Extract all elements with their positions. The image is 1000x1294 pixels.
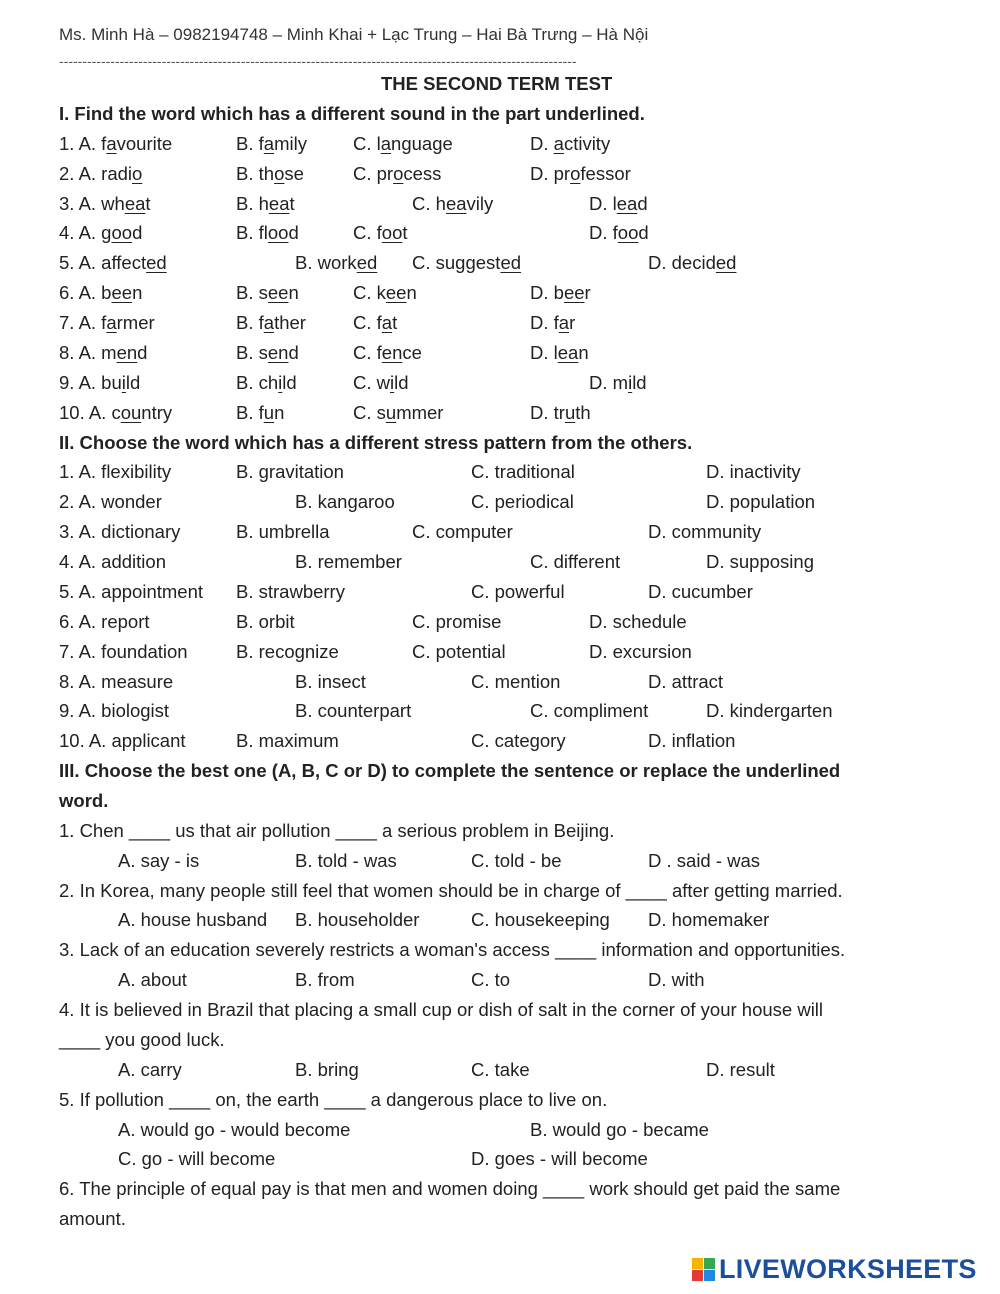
answer-option[interactable] (295, 551, 402, 573)
underlined-part: ee (563, 282, 585, 303)
question-text: 1. Chen ____ us that air pollution ____ a serious problem in Beijing. (59, 820, 615, 841)
option-text: ld (632, 372, 647, 393)
option-text: A. report (78, 611, 150, 632)
answer-option[interactable] (295, 671, 366, 693)
underlined-part: ed (356, 252, 378, 273)
option-text: A. m (78, 342, 117, 363)
option-text: ld (125, 372, 141, 393)
option-text: A. f (78, 312, 107, 333)
question-number: 5. (59, 252, 75, 273)
liveworksheets-logo (692, 1254, 977, 1285)
answer-option[interactable] (530, 133, 610, 155)
answer-option[interactable] (59, 730, 186, 752)
underlined-part: ou (120, 402, 142, 423)
question-text: 5. If pollution ____ on, the earth ____ a dangerous place to live on. (59, 1089, 608, 1110)
answer-option[interactable] (59, 282, 142, 304)
answer-option[interactable] (236, 222, 299, 244)
question-number: 8. (59, 671, 75, 692)
option-text: mily (274, 133, 307, 154)
answer-option[interactable]: C. to (471, 969, 511, 990)
answer-option[interactable] (530, 342, 589, 364)
option-text: D. b (530, 282, 564, 303)
answer-option[interactable]: A. say - is (118, 850, 200, 871)
question-number: 1. (59, 133, 75, 154)
option-text: D. (530, 133, 554, 154)
question-text: 2. In Korea, many people still feel that women should be in charge of ____ after getting married. (59, 880, 843, 901)
option-text: D. inactivity (706, 461, 801, 482)
answer-option[interactable] (59, 402, 172, 424)
answer-option[interactable] (353, 222, 408, 244)
underlined-part: a (381, 312, 393, 333)
answer-option[interactable] (589, 193, 648, 215)
answer-option[interactable] (59, 700, 169, 722)
question-text: 6. The principle of equal pay is that men and women doing ____ work should get paid the same (59, 1178, 841, 1199)
option-text: C. f (353, 342, 382, 363)
option-text: D. attract (648, 671, 724, 692)
answer-option[interactable] (471, 730, 566, 752)
option-text: A. appointment (78, 581, 204, 602)
option-text: se (284, 163, 304, 184)
option-text: B. counterpart (295, 700, 412, 721)
underlined-part: en (116, 342, 138, 363)
question-number: 3. (59, 193, 75, 214)
answer-option[interactable] (236, 730, 339, 752)
option-text: D. population (706, 491, 816, 512)
option-text: ld (282, 372, 297, 393)
option-text: B. orbit (236, 611, 295, 632)
option-text: C. different (530, 551, 621, 572)
answer-option[interactable] (353, 312, 397, 334)
question-number: 1. (59, 461, 75, 482)
underlined-part: a (263, 312, 275, 333)
section-1-heading: I. Find the word which has a different sound in the part underlined. (59, 103, 645, 124)
answer-option[interactable] (59, 342, 147, 364)
question-number: 3. (59, 521, 75, 542)
answer-option[interactable] (353, 342, 422, 364)
option-text: C. mention (471, 671, 561, 692)
answer-option[interactable] (236, 461, 344, 483)
answer-option[interactable] (59, 581, 203, 603)
answer-option[interactable]: B. from (295, 969, 355, 990)
logo-icon (692, 1258, 715, 1281)
option-text: ce (402, 342, 422, 363)
option-text: B. fl (236, 222, 268, 243)
option-text: n (406, 282, 417, 303)
option-text: D. community (648, 521, 762, 542)
answer-option[interactable]: D . said - was (648, 850, 761, 871)
option-text: B. umbrella (236, 521, 330, 542)
question-number: 10. (59, 402, 85, 423)
option-text: mmer (396, 402, 444, 423)
option-text: cess (403, 163, 442, 184)
underlined-part: ea (557, 342, 579, 363)
answer-option[interactable] (648, 581, 753, 603)
option-text: A. g (78, 222, 112, 243)
question-number: 4. (59, 222, 75, 243)
underlined-part: a (106, 133, 117, 154)
option-text: D. pr (530, 163, 571, 184)
option-text: n (578, 342, 589, 363)
question-text: 3. Lack of an education severely restricts a woman's access ____ information and opportunities. (59, 939, 846, 960)
option-text: A. f (78, 133, 107, 154)
answer-option[interactable] (412, 641, 506, 663)
option-text: B. ch (236, 372, 279, 393)
option-text: C. l (353, 133, 381, 154)
option-text: B. th (236, 163, 275, 184)
answer-option[interactable]: D. homemaker (648, 909, 770, 930)
option-text: ntry (141, 402, 173, 423)
answer-option[interactable]: C. told - be (471, 850, 562, 871)
answer-option[interactable] (59, 252, 167, 274)
answer-option[interactable]: D. goes - will become (471, 1148, 648, 1169)
answer-option[interactable] (59, 521, 180, 543)
option-text: B. maximum (236, 730, 339, 751)
answer-option[interactable]: B. householder (295, 909, 420, 930)
answer-option[interactable] (236, 163, 304, 185)
option-text: d (132, 222, 143, 243)
option-text: D. kindergarten (706, 700, 833, 721)
answer-option[interactable] (706, 491, 815, 513)
answer-option[interactable]: A. about (118, 969, 187, 990)
option-text: D. decid (648, 252, 716, 273)
answer-option[interactable] (59, 222, 142, 244)
option-text: d (638, 222, 649, 243)
option-text: rmer (116, 312, 155, 333)
underlined-part: u (263, 402, 275, 423)
answer-option[interactable] (59, 671, 173, 693)
answer-option[interactable] (236, 193, 295, 215)
option-text: d (137, 342, 148, 363)
answer-option[interactable] (59, 312, 155, 334)
answer-option[interactable] (412, 521, 513, 543)
option-text: A. flexibility (78, 461, 172, 482)
question-number: 4. (59, 551, 75, 572)
option-text: D. l (589, 193, 617, 214)
option-text: C. powerful (471, 581, 565, 602)
option-text: B. f (236, 133, 264, 154)
underlined-part: o (393, 163, 404, 184)
answer-option[interactable] (706, 461, 801, 483)
option-text: C. periodical (471, 491, 574, 512)
underlined-part: i (121, 372, 126, 393)
option-text: C. traditional (471, 461, 575, 482)
answer-option[interactable] (59, 611, 150, 633)
test-title: THE SECOND TERM TEST (381, 73, 613, 94)
option-text: A. b (78, 282, 112, 303)
answer-option[interactable] (706, 700, 832, 722)
option-text: C. k (353, 282, 386, 303)
underlined-part: ee (111, 282, 133, 303)
option-text: B. recognize (236, 641, 339, 662)
option-text: A. radi (78, 163, 133, 184)
option-text: C. category (471, 730, 566, 751)
underlined-part: a (553, 133, 564, 154)
option-text: fessor (580, 163, 631, 184)
answer-option[interactable] (530, 551, 620, 573)
option-text: B. strawberry (236, 581, 345, 602)
question-number: 10. (59, 730, 85, 751)
option-text: r (569, 312, 576, 333)
option-text: ther (274, 312, 306, 333)
answer-option[interactable] (59, 491, 162, 513)
answer-option[interactable] (59, 133, 172, 155)
answer-option[interactable] (412, 252, 521, 274)
answer-option[interactable] (236, 312, 306, 334)
underlined-part: i (278, 372, 283, 393)
option-text: d (288, 342, 299, 363)
option-text: D. f (589, 222, 618, 243)
question-text: 4. It is believed in Brazil that placing a small cup or dish of salt in the corner of your house will (59, 999, 824, 1020)
option-text: d (637, 193, 648, 214)
answer-option[interactable] (353, 372, 409, 394)
answer-option[interactable]: A. house husband (118, 909, 268, 930)
question-number: 2. (59, 491, 75, 512)
question-number: 6. (59, 611, 75, 632)
question-number: 7. (59, 312, 75, 333)
option-text: D. tr (530, 402, 565, 423)
option-text: D. f (530, 312, 559, 333)
option-text: vily (466, 193, 494, 214)
answer-option[interactable] (236, 641, 339, 663)
question-number: 8. (59, 342, 75, 363)
answer-option[interactable]: B. would go - became (530, 1119, 709, 1140)
section-3-heading: word. (59, 790, 109, 811)
option-text: D. supposing (706, 551, 814, 572)
option-text: t (289, 193, 295, 214)
underlined-part: o (570, 163, 581, 184)
answer-option[interactable] (59, 372, 140, 394)
option-text: B. insect (295, 671, 366, 692)
option-text: C. s (353, 402, 386, 423)
answer-option[interactable] (59, 163, 142, 185)
option-text: C. pr (353, 163, 394, 184)
answer-option[interactable] (59, 551, 166, 573)
option-text: C. promise (412, 611, 502, 632)
answer-option[interactable] (589, 611, 687, 633)
option-text: A. wh (78, 193, 125, 214)
question-number: 7. (59, 641, 75, 662)
answer-option[interactable] (236, 611, 295, 633)
answer-option[interactable] (589, 641, 692, 663)
underlined-part: u (385, 402, 397, 423)
option-text: B. gravitation (236, 461, 344, 482)
option-text: t (392, 312, 398, 333)
section-2-heading: II. Choose the word which has a different stress pattern from the others. (59, 432, 693, 453)
question-number: 2. (59, 163, 75, 184)
answer-option[interactable] (295, 491, 395, 513)
option-text: D. m (589, 372, 629, 393)
answer-option[interactable] (236, 581, 345, 603)
answer-option[interactable] (412, 193, 493, 215)
underlined-part: oo (381, 222, 403, 243)
underlined-part: o (132, 163, 143, 184)
option-text: A. measure (78, 671, 174, 692)
answer-option[interactable] (706, 551, 814, 573)
answer-option[interactable] (295, 700, 411, 722)
option-text: B. s (236, 282, 268, 303)
option-text: n (274, 402, 285, 423)
option-text: C. compliment (530, 700, 649, 721)
question-number: 5. (59, 581, 75, 602)
underlined-part: ed (500, 252, 522, 273)
option-text: B. work (295, 252, 357, 273)
answer-option[interactable] (471, 671, 560, 693)
option-text: C. f (353, 312, 382, 333)
answer-option[interactable]: D. with (648, 969, 705, 990)
answer-option[interactable] (530, 163, 631, 185)
answer-option[interactable] (236, 282, 299, 304)
option-text: th (575, 402, 591, 423)
underlined-part: a (263, 133, 275, 154)
answer-option[interactable] (236, 372, 297, 394)
answer-option[interactable]: A. would go - would become (118, 1119, 351, 1140)
option-text: vourite (116, 133, 173, 154)
option-text: nguage (391, 133, 453, 154)
answer-option[interactable] (648, 730, 735, 752)
option-text: t (402, 222, 408, 243)
underlined-part: ee (385, 282, 407, 303)
option-text: A. foundation (78, 641, 188, 662)
answer-option[interactable] (295, 252, 377, 274)
option-text: ld (394, 372, 409, 393)
option-text: t (145, 193, 151, 214)
answer-option[interactable] (648, 671, 723, 693)
option-text: A. dictionary (78, 521, 181, 542)
answer-option[interactable] (589, 222, 649, 244)
option-text: B. s (236, 342, 268, 363)
answer-option[interactable] (471, 461, 575, 483)
answer-option[interactable] (412, 611, 501, 633)
answer-option[interactable]: B. bring (295, 1059, 359, 1080)
option-text: B. kangaroo (295, 491, 395, 512)
underlined-part: i (390, 372, 395, 393)
question-text: ____ you good luck. (59, 1029, 225, 1050)
answer-option[interactable] (236, 402, 284, 424)
option-text: D. excursion (589, 641, 692, 662)
option-text: B. f (236, 312, 264, 333)
section-3-heading: III. Choose the best one (A, B, C or D) to complete the sentence or replace the underlined (59, 760, 841, 781)
underlined-part: ea (616, 193, 638, 214)
option-text: A. applicant (88, 730, 186, 751)
underlined-part: i (628, 372, 633, 393)
underlined-part: a (558, 312, 570, 333)
question-number: 6. (59, 282, 75, 303)
answer-option[interactable]: A. carry (118, 1059, 182, 1080)
underlined-part: o (274, 163, 285, 184)
option-text: n (132, 282, 143, 303)
answer-option[interactable] (530, 282, 591, 304)
option-text: B. remember (295, 551, 402, 572)
option-text: D. inflation (648, 730, 736, 751)
underlined-part: ea (124, 193, 146, 214)
question-number: 9. (59, 700, 75, 721)
option-text: B. f (236, 402, 264, 423)
option-text: D. cucumber (648, 581, 753, 602)
answer-option[interactable] (530, 312, 575, 334)
divider: --------------------------------------------------------------------------------------------------------------- (59, 53, 577, 69)
underlined-part: a (380, 133, 392, 154)
option-text: A. addition (78, 551, 166, 572)
underlined-part: ea (445, 193, 467, 214)
answer-option[interactable]: C. take (471, 1059, 530, 1080)
underlined-part: ea (268, 193, 290, 214)
answer-option[interactable] (353, 282, 417, 304)
underlined-part: en (267, 342, 289, 363)
option-text: A. bu (78, 372, 122, 393)
option-text: ctivity (563, 133, 611, 154)
underlined-part: en (381, 342, 403, 363)
answer-option[interactable] (353, 133, 453, 155)
answer-option[interactable] (59, 193, 151, 215)
answer-option[interactable]: C. go - will become (118, 1148, 276, 1169)
option-text: r (584, 282, 591, 303)
option-text: D. l (530, 342, 558, 363)
option-text: B. h (236, 193, 269, 214)
option-text: d (288, 222, 299, 243)
answer-option[interactable]: C. housekeeping (471, 909, 610, 930)
answer-option[interactable]: D. result (706, 1059, 775, 1080)
option-text: C. potential (412, 641, 506, 662)
underlined-part: ed (715, 252, 737, 273)
underlined-part: ed (146, 252, 167, 273)
answer-option[interactable] (59, 461, 171, 483)
option-text: A. wonder (78, 491, 162, 512)
underlined-part: a (106, 312, 117, 333)
answer-option[interactable] (648, 252, 736, 274)
option-text: A. biologist (78, 700, 170, 721)
answer-option[interactable]: B. told - was (295, 850, 397, 871)
option-text: D. schedule (589, 611, 687, 632)
underlined-part: u (564, 402, 576, 423)
answer-option[interactable] (59, 641, 188, 663)
answer-option[interactable] (471, 581, 565, 603)
option-text: A. c (88, 402, 121, 423)
answer-option[interactable] (648, 521, 761, 543)
answer-option[interactable] (353, 402, 443, 424)
underlined-part: ee (267, 282, 289, 303)
logo-text: LIVEWORKSHEETS (719, 1254, 977, 1284)
answer-option[interactable] (236, 521, 330, 543)
underlined-part: oo (267, 222, 289, 243)
underlined-part: oo (617, 222, 639, 243)
option-text: n (288, 282, 299, 303)
question-text: amount. (59, 1208, 126, 1229)
answer-option[interactable] (589, 372, 647, 394)
question-number: 9. (59, 372, 75, 393)
option-text: C. suggest (412, 252, 501, 273)
answer-option[interactable] (236, 342, 299, 364)
answer-option[interactable] (530, 402, 591, 424)
option-text: C. computer (412, 521, 513, 542)
answer-option[interactable] (353, 163, 441, 185)
answer-option[interactable] (530, 700, 648, 722)
option-text: C. h (412, 193, 446, 214)
underlined-part: oo (111, 222, 133, 243)
option-text: C. w (353, 372, 390, 393)
answer-option[interactable] (471, 491, 574, 513)
answer-option[interactable] (236, 133, 307, 155)
option-text: A. affect (78, 252, 147, 273)
teacher-header: Ms. Minh Hà – 0982194748 – Minh Khai + Lạc Trung – Hai Bà Trưng – Hà Nội (59, 25, 649, 44)
option-text: C. f (353, 222, 382, 243)
